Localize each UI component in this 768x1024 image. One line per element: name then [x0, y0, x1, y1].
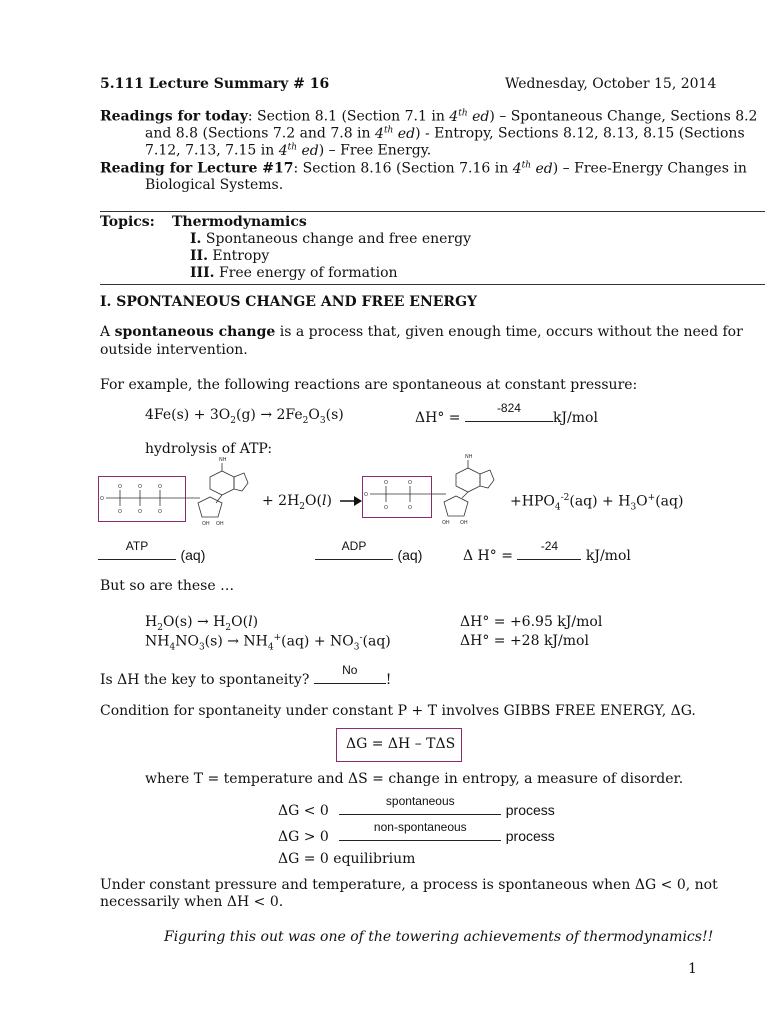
plus-water: + $2H_2O(l)$ — [262, 493, 332, 512]
reaction-iron-oxidation: $4Fe(s) + 3O_2(g) \to 2Fe_2O_3(s)$ — [145, 407, 344, 426]
topic-item: I. Spontaneous change and free energy — [190, 231, 471, 247]
answer-blank-dh-iron[interactable]: -824 — [465, 407, 553, 422]
reaction-ice-melting: $H_2O(s) \to H_2O(l)$ — [145, 614, 259, 633]
gibbs-equation: ΔG = ΔH – TΔS — [346, 736, 456, 752]
defined-term: spontaneous change — [114, 324, 276, 340]
topics-top-rule — [100, 211, 765, 212]
svg-text:O: O — [138, 484, 142, 490]
answer-blank-adp[interactable]: ADP — [315, 545, 393, 560]
reaction-iron-dh: ΔH° = -824 kJ/mol — [415, 401, 598, 426]
svg-text:O: O — [118, 484, 122, 490]
reaction-ice-dh: ΔH° = +6.95 kJ/mol — [460, 614, 603, 630]
svg-text:O: O — [118, 509, 122, 515]
answer-blank-atp[interactable]: ATP — [98, 545, 176, 560]
svg-text:O: O — [158, 484, 162, 490]
readings-today-line3: 7.12, 7.13, 7.15 in 4th ed) – Free Energy. — [145, 142, 432, 159]
svg-text:O: O — [158, 509, 162, 515]
section-heading: I. SPONTANEOUS CHANGE AND FREE ENERGY — [100, 294, 478, 310]
hydrolysis-products: $+HPO_4^{-2}(aq) + H_3O^+(aq)$ — [510, 493, 684, 513]
date: Wednesday, October 15, 2014 — [505, 76, 717, 92]
definition-line2: outside intervention. — [100, 342, 248, 358]
answer-blank-question[interactable]: No — [314, 669, 386, 684]
reaction-arrow-icon — [340, 494, 362, 508]
atp-name-row: ATP (aq) — [98, 545, 205, 564]
adp-name-row: ADP (aq) — [315, 545, 422, 564]
readings-next-label: Reading for Lecture #17 — [100, 160, 294, 177]
readings-next-line1: Reading for Lecture #17: Section 8.16 (Section 7.16 in 4th ed) – Free-Energy Changes in — [100, 160, 747, 177]
svg-text:O: O — [100, 496, 104, 502]
svg-text:O: O — [364, 492, 368, 498]
svg-text:O: O — [384, 505, 388, 511]
svg-text:OH: OH — [216, 521, 224, 527]
definition-line1: A spontaneous change is a process that, given enough time, occurs without the need for — [100, 324, 743, 340]
example-intro: For example, the following reactions are spontaneous at constant pressure: — [100, 377, 638, 393]
topics-label: Topics: — [100, 214, 155, 230]
svg-text:O: O — [138, 509, 142, 515]
readings-next-line2: Biological Systems. — [145, 177, 284, 193]
dg-zero-row: ΔG = 0 equilibrium — [278, 851, 416, 867]
condition-text: Condition for spontaneity under constant P + T involves GIBBS FREE ENERGY, ΔG. — [100, 703, 696, 719]
but-also-text: But so are these … — [100, 578, 235, 594]
dg-negative-row: ΔG < 0 spontaneous process — [278, 794, 555, 819]
topic-item: II. Entropy — [190, 248, 270, 264]
spontaneity-question: Is ΔH the key to spontaneity? No ! — [100, 663, 392, 688]
summary-line2: necessarily when ΔH < 0. — [100, 894, 284, 910]
answer-blank-dg-negative[interactable]: spontaneous — [339, 800, 501, 815]
adp-structure-drawing — [362, 452, 512, 532]
readings-today-label: Readings for today — [100, 108, 248, 125]
atp-dh-row: Δ H° = -24 kJ/mol — [463, 539, 631, 564]
svg-text:O: O — [408, 505, 412, 511]
reaction-ammonium-dh: ΔH° = +28 kJ/mol — [460, 633, 589, 649]
topics-heading: Thermodynamics — [172, 214, 307, 230]
atp-hydrolysis-label: hydrolysis of ATP: — [145, 441, 273, 457]
page-title: 5.111 Lecture Summary # 16 — [100, 76, 330, 92]
readings-today-line1: Readings for today: Section 8.1 (Section 7.1 in 4th ed) – Spontaneous Change, Sections 8.2 — [100, 108, 758, 125]
page-number: 1 — [688, 961, 697, 977]
svg-text:OH: OH — [202, 521, 210, 527]
svg-text:O: O — [408, 480, 412, 486]
answer-blank-dh-atp[interactable]: -24 — [517, 545, 581, 560]
svg-text:NH: NH — [465, 454, 473, 460]
summary-line1: Under constant pressure and temperature, a process is spontaneous when ΔG < 0, not — [100, 877, 718, 893]
closing-remark: Figuring this out was one of the towering achievements of thermodynamics!! — [164, 929, 714, 945]
readings-today-line2: and 8.8 (Sections 7.2 and 7.8 in 4th ed) - Entropy, Sections 8.12, 8.13, 8.15 (Sections — [145, 125, 745, 142]
svg-text:OH: OH — [460, 520, 468, 526]
answer-blank-dg-positive[interactable]: non-spontaneous — [339, 826, 501, 841]
reaction-ammonium-nitrate: $NH_4NO_3(s) \to NH_4^+(aq) + NO_3^-(aq)$ — [145, 633, 391, 653]
gibbs-explanation: where T = temperature and ΔS = change in entropy, a measure of disorder. — [145, 771, 684, 787]
svg-text:OH: OH — [442, 520, 450, 526]
svg-text:NH: NH — [219, 457, 227, 463]
topics-bottom-rule — [100, 284, 765, 285]
topic-item: III. Free energy of formation — [190, 265, 398, 281]
dg-positive-row: ΔG > 0 non-spontaneous process — [278, 820, 555, 845]
atp-structure-drawing — [98, 455, 258, 535]
svg-text:O: O — [384, 480, 388, 486]
